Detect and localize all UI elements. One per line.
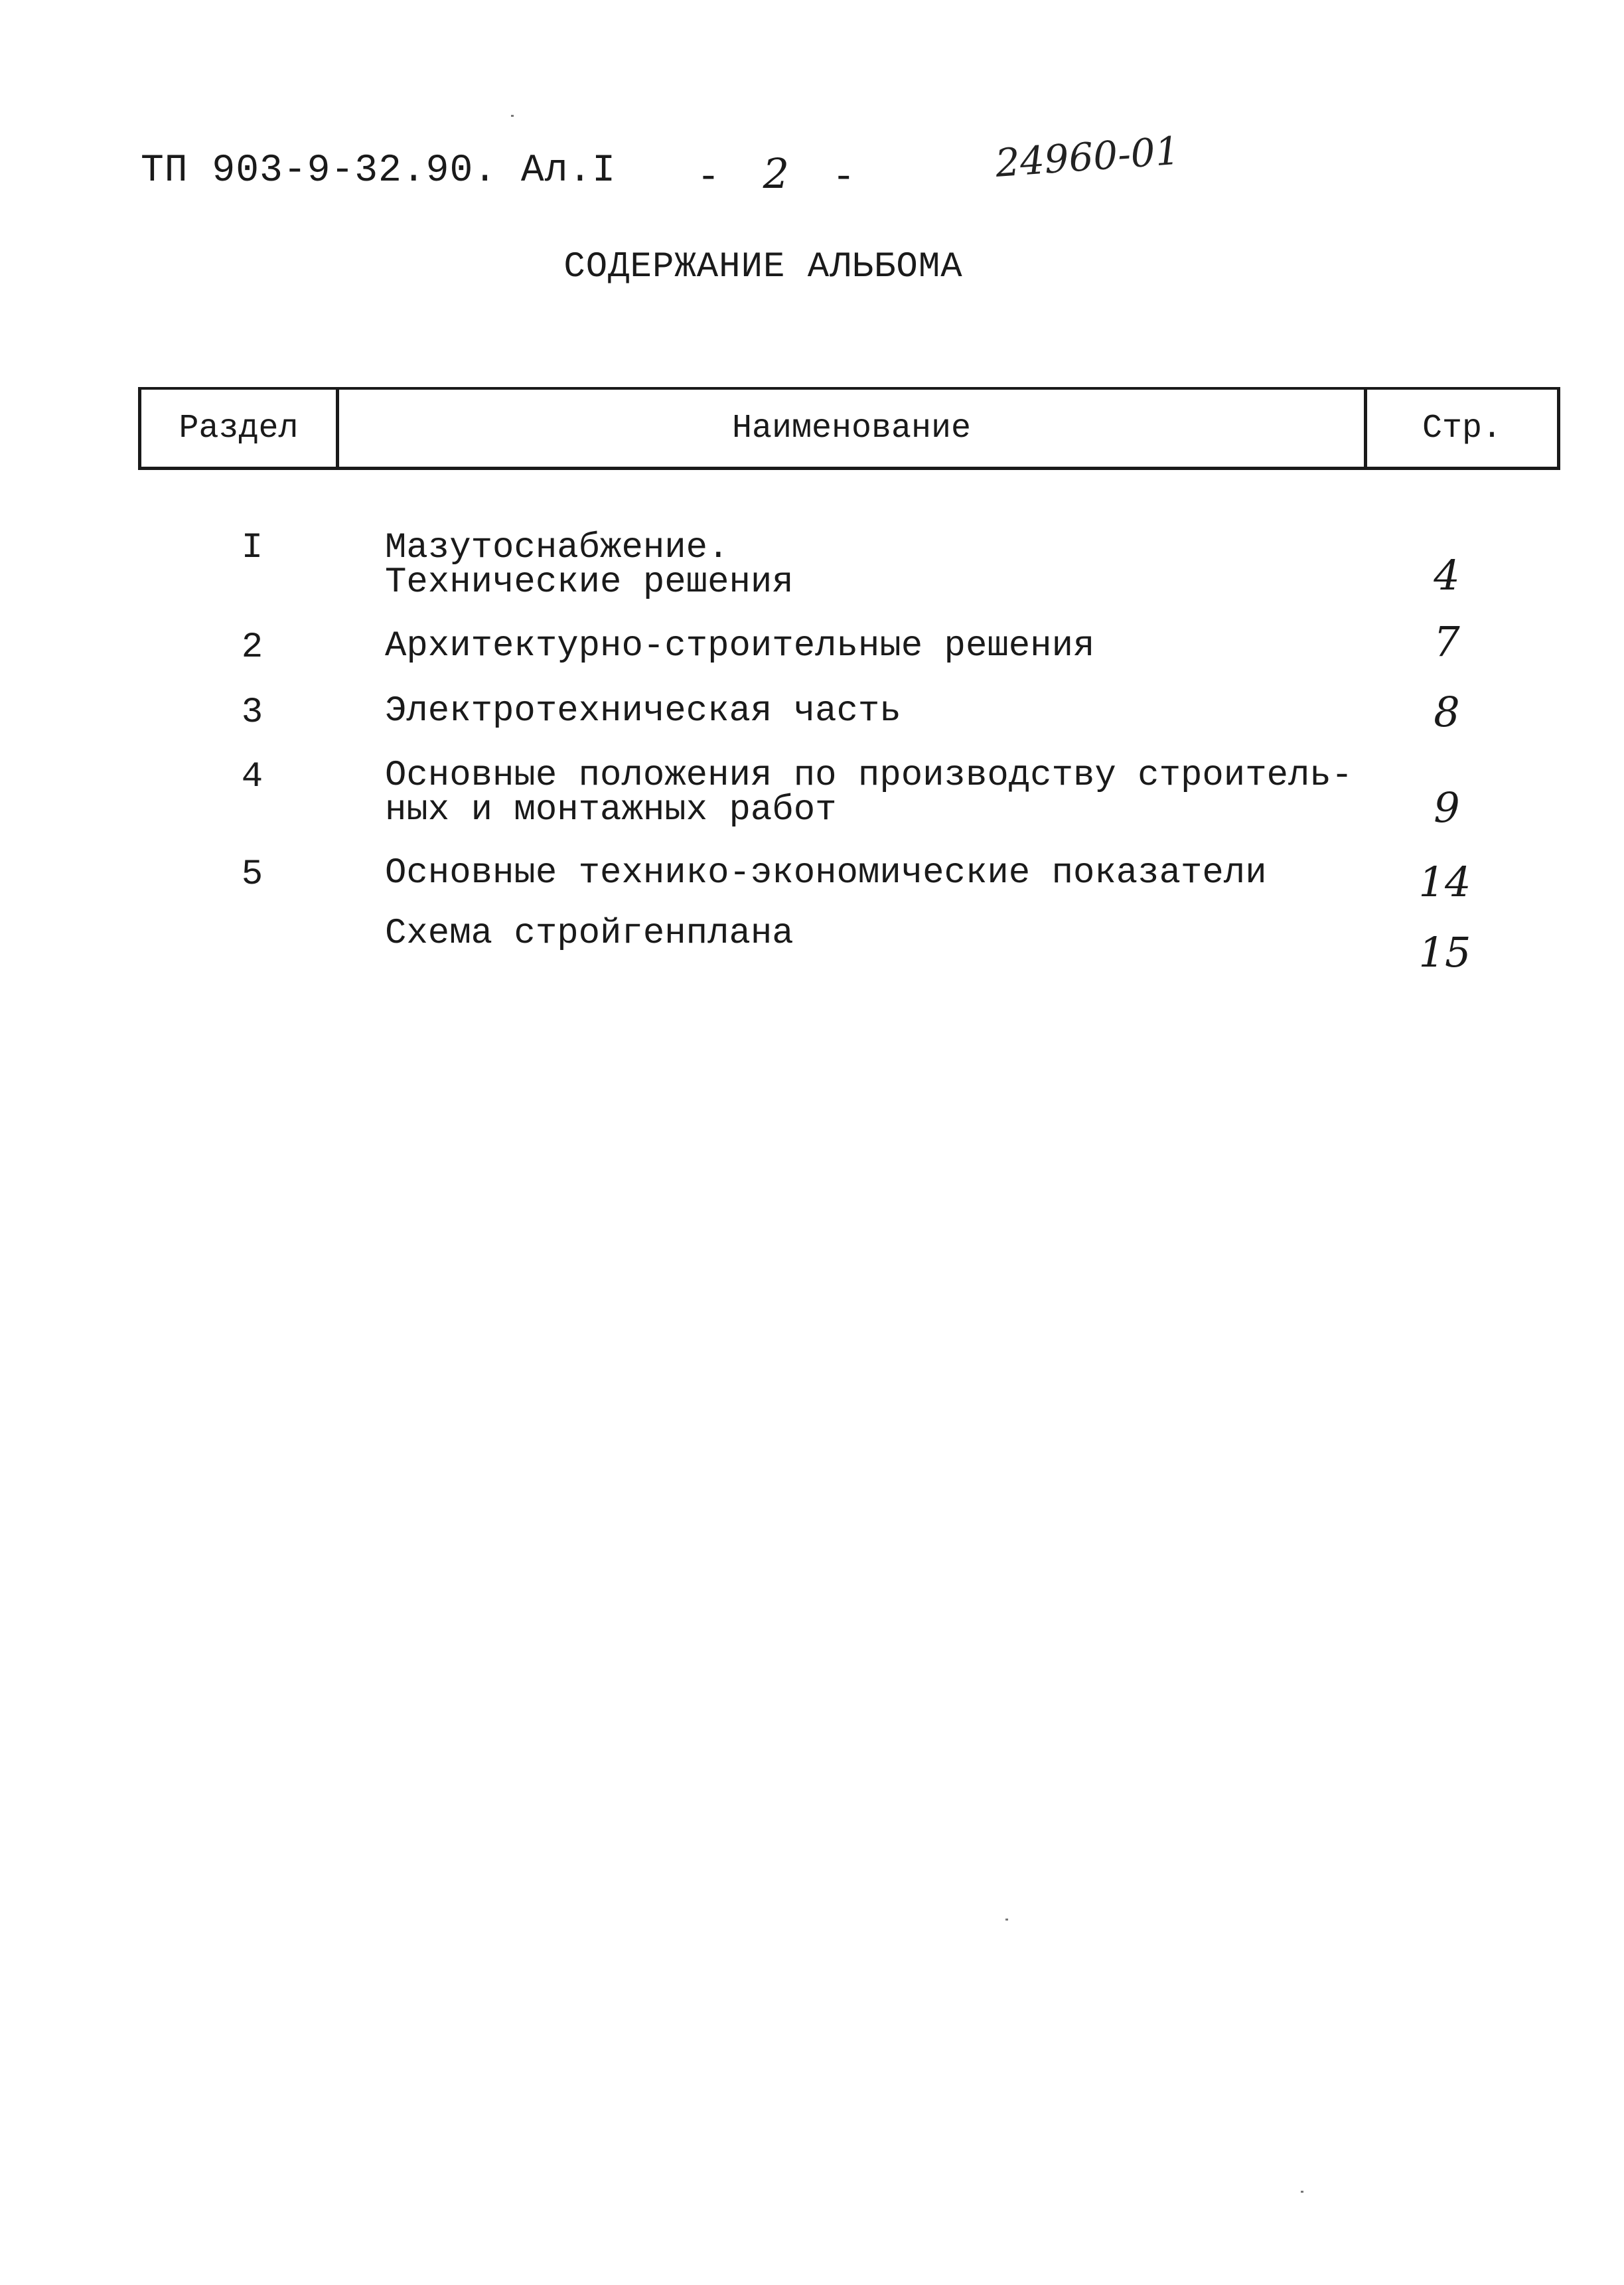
scan-speck: [1301, 2191, 1303, 2193]
row-name-line: Основные технико-экономические показатели: [385, 853, 1267, 894]
row-page: 8: [1434, 688, 1460, 736]
row-name: [385, 913, 794, 954]
column-header-section: Раздел: [179, 409, 299, 447]
row-name-line: Электротехническая часть: [385, 691, 901, 732]
row-name-line: Основные положения по производству строитель-: [385, 755, 1353, 796]
table-header: [138, 387, 1560, 470]
row-section: I: [241, 528, 263, 568]
page-title: СОДЕРЖАНИЕ АЛЬБОМА: [563, 247, 963, 287]
row-section: 4: [241, 757, 263, 797]
row-name: [385, 626, 1095, 667]
row-name-line: Мазутоснабжение.: [385, 528, 729, 568]
row-section: 3: [241, 692, 263, 733]
row-page: 7: [1434, 617, 1460, 666]
document-code: ТП 903-9-32.90. Ал.I: [141, 149, 617, 193]
row-name: [385, 528, 794, 603]
page-dash-left: -: [697, 157, 720, 200]
page-number-group: [697, 149, 855, 200]
row-page: 9: [1434, 783, 1460, 832]
page-number: 2: [763, 149, 790, 198]
row-page: 15: [1418, 928, 1471, 977]
row-page: 14: [1418, 858, 1471, 906]
row-name-line: Технические решения: [385, 562, 794, 603]
row-name-line: ных и монтажных работ: [385, 790, 837, 830]
row-name-line: Архитектурно-строительные решения: [385, 626, 1095, 667]
inventory-number: 24960-01: [994, 127, 1181, 186]
scan-speck: [511, 115, 514, 117]
row-name: [385, 755, 1353, 830]
row-section: 2: [241, 627, 263, 668]
row-name: [385, 853, 1267, 894]
page-dash-right: -: [832, 157, 855, 200]
row-section: 5: [241, 854, 263, 895]
scan-speck: [1005, 1919, 1008, 1921]
row-page: 4: [1434, 551, 1460, 599]
row-name-line: Схема стройгенплана: [385, 913, 794, 954]
row-name: [385, 691, 901, 732]
column-header-name: Наименование: [731, 409, 972, 447]
column-header-page: Стр.: [1422, 409, 1503, 447]
